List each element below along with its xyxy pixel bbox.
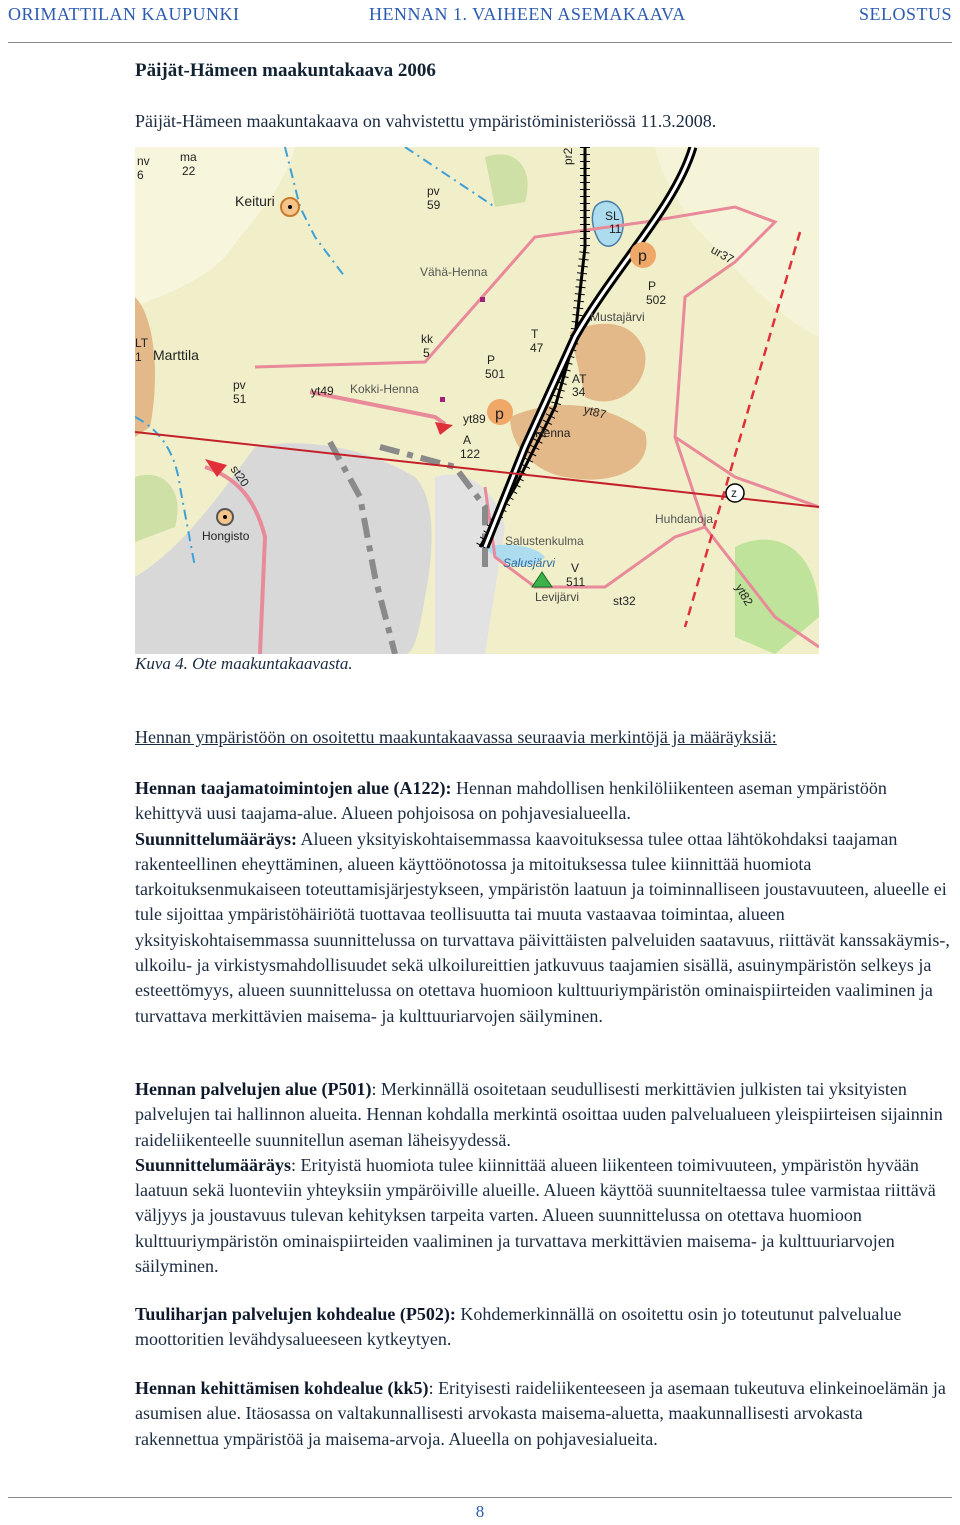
map-label: nv [137, 154, 150, 168]
term-p501: Hennan palvelujen alue (P501) [135, 1079, 372, 1099]
term-a122: Hennan taajamatoimintojen alue (A122): [135, 778, 452, 798]
header-left: ORIMATTILAN KAUPUNKI [8, 4, 240, 24]
map-label: p [638, 248, 647, 265]
term-rule-a122: Suunnittelumääräys: [135, 828, 298, 849]
term-rule-p501: Suunnittelumääräys [135, 1154, 292, 1175]
definition-p501: : Merkinnällä osoitetaan seudullisesti merkittävien julkisten tai yksityisten palvelujen tai hallinnon alueita. Hennan kohdalla merkintä osoittaa uuden palvelualueen yleispiirteisen sijainnin raideliikenteelle suunnitellun aseman läheisyydessä. [135, 1079, 943, 1150]
map-label: Henna [535, 426, 571, 440]
map-label: 501 [485, 367, 506, 381]
definition-a122: Hennan mahdollisen henkilöliikenteen aseman ympäristöön kehittyvä uusi taajama-alue. Alueen pohjoisosa on pohjavesialueella. [135, 778, 887, 824]
map-label: 59 [427, 198, 441, 212]
intro-sentence: Hennan ympäristöön on osoitettu maakuntakaavassa seuraavia merkintöjä ja määräyksiä: [135, 727, 777, 747]
running-header [8, 4, 952, 26]
map-label: 6 [137, 168, 144, 182]
term-p502: Tuuliharjan palvelujen kohdealue (P502): [135, 1304, 456, 1324]
map-label: 1 [135, 350, 142, 364]
map-label: yt82 [732, 581, 756, 609]
map-label: Salustenkulma [505, 534, 584, 548]
map-label: 122 [460, 447, 481, 461]
map-label: A [463, 433, 472, 447]
header-right: SELOSTUS [858, 4, 952, 24]
map-label: z [731, 486, 737, 500]
map-label: 5 [423, 346, 430, 360]
map-label: 502 [646, 293, 667, 307]
map-label: p [495, 406, 504, 423]
rule-text-p501: : Erityistä huomiota tulee kiinnittää alueen liikenteen toimivuuteen, ympäristön hyvään laatuun sekä luonteviin yhteyksiin ympäröiville alueille. Alueen käyttöä suunniteltaessa tulee varmistaa riittävä väljyys ja joustavuus tulevan kehityksen tarpeita varten. Alueen suunnittelussa on otettava huomioon kulttuuriympäristön ominaispiirteiden vaaliminen ja turvattava merkittävien maisema- ja kulttuuriarvojen säilyminen. [135, 1154, 936, 1277]
figure-caption: Kuva 4. Ote maakuntakaavasta. [135, 654, 353, 673]
map-label: Huhdanoja [655, 512, 714, 526]
map-label: Kokki-Henna [350, 382, 419, 396]
header-rule [8, 42, 952, 43]
definition-p502: Kohdemerkinnällä on osoitettu osin jo toteutunut palvelualue moottoritien levähdysalueeseen kytkeytyen. [135, 1304, 902, 1350]
rule-text-a122: Alueen yksityiskohtaisemmassa kaavoituksessa tulee ottaa lähtökohdaksi taajaman rakenteellinen eheyttäminen, alueen käyttöönotossa ja mitoituksessa tulee kiinnittää huomiota tarkoituksenmukaiseen toteuttamisjärjestykseen, ympäristön laatuun ja toiminnalliseen joustavuuteen, alueelle ei tule sijoittaa ympäristöhäiriötä tuottavaa teollisuutta tai muuta vastaavaa toimintaa, alueen yksityiskohtaisemmassa suunnittelussa on turvattava päivittäisten palveluiden saatavuus, riittävät kanssakäymis-, ulkoilu- ja virkistysmahdollisuudet sekä ulkoilureittien jatkuvuus taajamien sisällä, asuinympäristön selkeys ja esteettömyys, alueen suunnittelussa on otettava huomioon kulttuuriympäristön ominaispiirteiden vaaliminen ja turvattava merkittävien maisema- ja kulttuuriarvojen säilyminen. [135, 828, 950, 1026]
map-label: 22 [182, 164, 196, 178]
header-center: HENNAN 1. VAIHEEN ASEMAKAAVA [369, 4, 686, 24]
map-label: Hongisto [202, 529, 250, 543]
map-label: st20 [227, 462, 253, 490]
map-label: st32 [613, 594, 636, 608]
map-label: kk [421, 332, 433, 346]
map-label: 11 [609, 222, 622, 236]
map-label: V [571, 561, 580, 575]
lead-paragraph: Päijät-Hämeen maakuntakaava on vahvistettu ympäristöministeriössä 11.3.2008. [135, 111, 717, 131]
definition-kk5: : Erityisesti raideliikenteeseen ja asemaan tukeutuva elinkeinoelämän ja asumisen alue. Itäosassa on valtakunnallisesti arvokasta maisema-aluetta, maakunnallisesti arvokasta rakennettua ympäristöä ja maisema-arvoja. Alueella on pohjavesialueita. [135, 1378, 946, 1449]
map-label: Levijärvi [535, 590, 580, 604]
footer-rule [8, 1497, 952, 1498]
map-label: SL [605, 209, 620, 223]
map-label: pr2 [561, 147, 575, 165]
map-label: ma [180, 150, 197, 164]
map-label: 34 [572, 385, 586, 399]
map-label: Marttila [153, 347, 199, 363]
map-label: pv [233, 378, 246, 392]
paragraph-p501 [135, 1077, 950, 1279]
map-label: yt89 [463, 412, 486, 426]
page-number: 8 [475, 1502, 485, 1521]
map-label: AT [572, 372, 587, 386]
term-kk5: Hennan kehittämisen kohdealue (kk5) [135, 1378, 429, 1398]
map-label: LT [135, 336, 149, 350]
map-label: Salusjärvi [503, 556, 556, 570]
map-label: Keituri [235, 193, 275, 209]
map-label: T [531, 327, 539, 341]
map-label: ur37 [708, 242, 737, 267]
map-label: Vähä-Henna [420, 265, 488, 279]
map-label: yt87 [582, 402, 608, 422]
regional-plan-map [135, 147, 819, 654]
map-label: P [648, 279, 657, 293]
paragraph-p502 [135, 1302, 950, 1353]
paragraph-a122 [135, 776, 950, 1029]
map-label: P [487, 353, 496, 367]
map-label: Mustajärvi [590, 310, 645, 324]
map-label: 511 [566, 575, 586, 589]
section-title: Päijät-Hämeen maakuntakaava 2006 [135, 60, 436, 81]
map-label: pv [427, 184, 440, 198]
paragraph-kk5 [135, 1376, 950, 1452]
map-label: 51 [233, 392, 247, 406]
map-label: yt49 [311, 384, 334, 398]
map-label: 47 [530, 341, 544, 355]
